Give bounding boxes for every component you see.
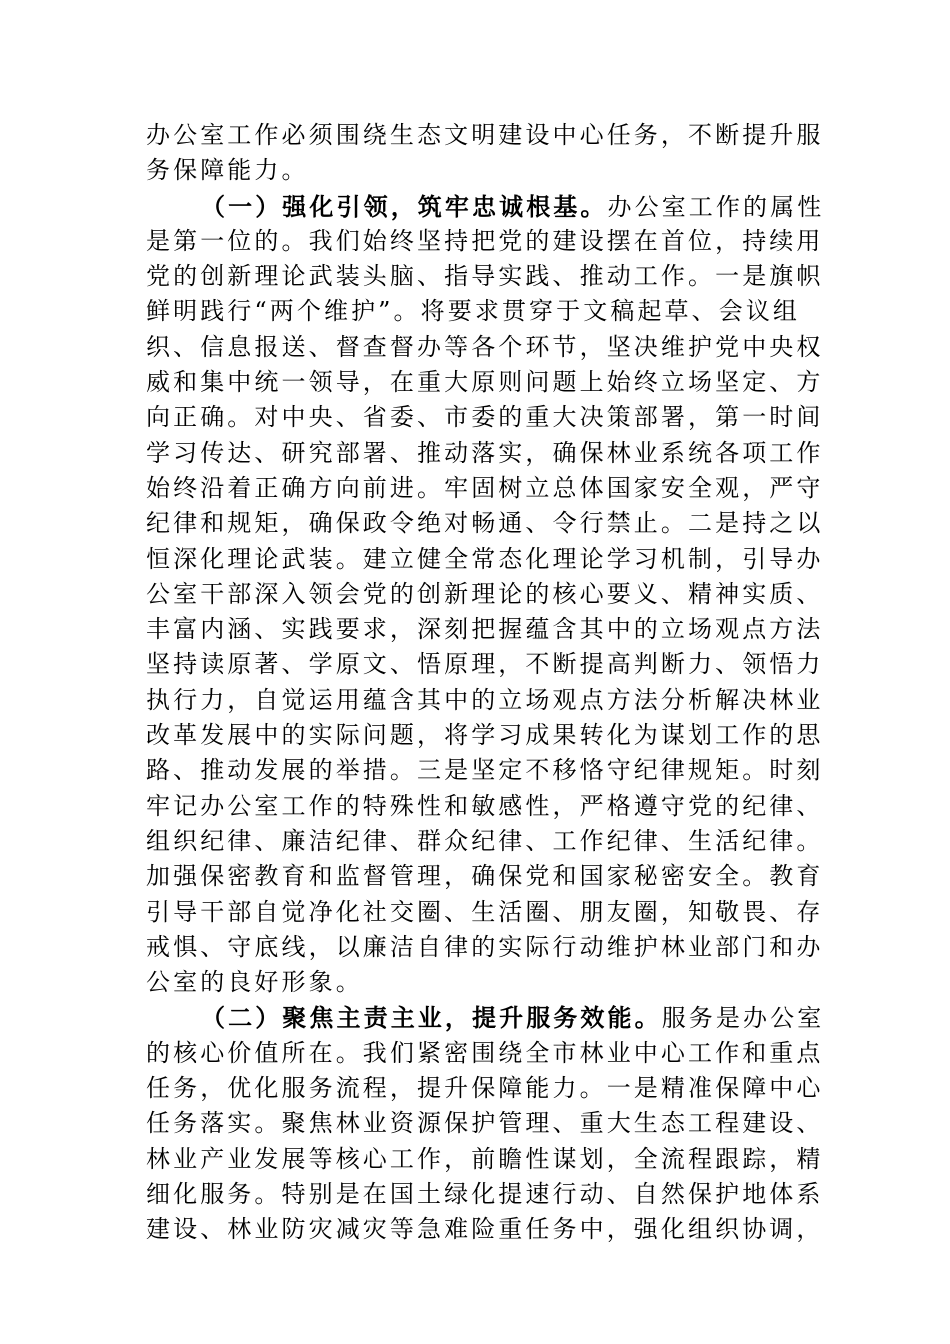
text-line: [146, 718, 824, 753]
body-text: 加强保密教育和监督管理，确保党和国家秘密安全。教育: [146, 862, 824, 891]
body-text: 组织纪律、廉洁纪律、群众纪律、工作纪律、生活纪律。: [146, 826, 824, 855]
body-text: 细化服务。特别是在国土绿化提速行动、自然保护地体系: [146, 1179, 824, 1208]
body-text: 办公室工作的属性: [607, 192, 825, 221]
body-text: 执行力，自觉运用蕴含其中的立场观点方法分析解决林业: [146, 685, 824, 714]
text-line: [146, 789, 824, 824]
body-text: 丰富内涵、实践要求，深刻把握蕴含其中的立场观点方法: [146, 615, 824, 644]
body-text: 党的创新理论武装头脑、指导实践、推动工作。一是旗帜: [146, 262, 824, 291]
body-text: 办公室工作必须围绕生态文明建设中心任务，不断提升服: [146, 121, 824, 149]
text-line: [146, 436, 824, 471]
text-line: [146, 1212, 824, 1247]
text-line: [146, 753, 824, 788]
text-line: [146, 647, 824, 682]
text-line: [146, 824, 824, 859]
text-line: [146, 1177, 824, 1212]
section-heading: （一）强化引领，筑牢忠诚根基。: [201, 191, 608, 221]
body-text: 始终沿着正确方向前进。牢固树立总体国家安全观，严守: [146, 473, 824, 502]
text-line: [146, 400, 824, 435]
text-line: [146, 683, 824, 718]
body-text: 学习传达、研究部署、推动落实，确保林业系统各项工作: [146, 438, 824, 467]
section-heading: （二）聚焦主责主业，提升服务效能。: [201, 1003, 662, 1033]
body-text: 鲜明践行“两个维护”。将要求贯穿于文稿起草、会议组: [146, 297, 801, 326]
text-line: [146, 259, 824, 294]
text-line: [146, 542, 824, 577]
body-text: 织、信息报送、督查督办等各个环节，坚决维护党中央权: [146, 332, 824, 361]
text-line: [146, 153, 806, 188]
text-line: [146, 1106, 824, 1141]
text-line: [146, 294, 806, 329]
text-line: [146, 506, 824, 541]
paragraph-heading-line: [146, 189, 825, 224]
body-text: 服务是办公室: [661, 1004, 825, 1033]
body-text: 林业产业发展等核心工作，前瞻性谋划，全流程跟踪，精: [146, 1144, 824, 1173]
text-line: [146, 895, 824, 930]
text-line: [146, 118, 824, 153]
text-line: [146, 1142, 824, 1177]
text-line: [146, 859, 824, 894]
text-line: [146, 365, 824, 400]
body-text: 纪律和规矩，确保政令绝对畅通、令行禁止。二是持之以: [146, 509, 824, 538]
body-text: 建设、林业防灾减灾等急难险重任务中，强化组织协调，: [146, 1215, 824, 1244]
body-text: 务保障能力。: [146, 156, 309, 185]
body-text: 路、推动发展的举措。三是坚定不移恪守纪律规矩。时刻: [146, 756, 824, 785]
body-text: 任务，优化服务流程，提升保障能力。一是精准保障中心: [146, 1074, 824, 1103]
body-text: 的核心价值所在。我们紧密围绕全市林业中心工作和重点: [146, 1038, 824, 1067]
body-text: 是第一位的。我们始终坚持把党的建设摆在首位，持续用: [146, 226, 824, 255]
paragraph-heading-line: [146, 1000, 825, 1035]
text-line: [146, 1036, 824, 1071]
text-line: [146, 930, 824, 965]
body-text: 牢记办公室工作的特殊性和敏感性，严格遵守党的纪律、: [146, 791, 824, 820]
body-text: 恒深化理论武装。建立健全常态化理论学习机制，引导办: [146, 544, 824, 573]
text-line: [146, 471, 824, 506]
text-line: [146, 577, 824, 612]
text-line: [146, 965, 806, 1000]
body-text: 改革发展中的实际问题，将学习成果转化为谋划工作的思: [146, 721, 824, 750]
text-line: [146, 612, 824, 647]
text-line: [146, 1071, 824, 1106]
body-text: 任务落实。聚焦林业资源保护管理、重大生态工程建设、: [146, 1109, 824, 1138]
body-text: 威和集中统一领导，在重大原则问题上始终立场坚定、方: [146, 368, 824, 397]
text-line: [146, 224, 824, 259]
text-line: [146, 330, 824, 365]
body-text: 公室的良好形象。: [146, 968, 363, 997]
body-text: 向正确。对中央、省委、市委的重大决策部署，第一时间: [146, 403, 824, 432]
body-text: 坚持读原著、学原文、悟原理，不断提高判断力、领悟力: [146, 650, 824, 679]
body-text: 公室干部深入领会党的创新理论的核心要义、精神实质、: [146, 579, 824, 608]
document-body: [146, 118, 825, 1248]
body-text: 戒惧、守底线，以廉洁自律的实际行动维护林业部门和办: [146, 932, 824, 961]
body-text: 引导干部自觉净化社交圈、生活圈、朋友圈，知敬畏、存: [146, 897, 824, 926]
